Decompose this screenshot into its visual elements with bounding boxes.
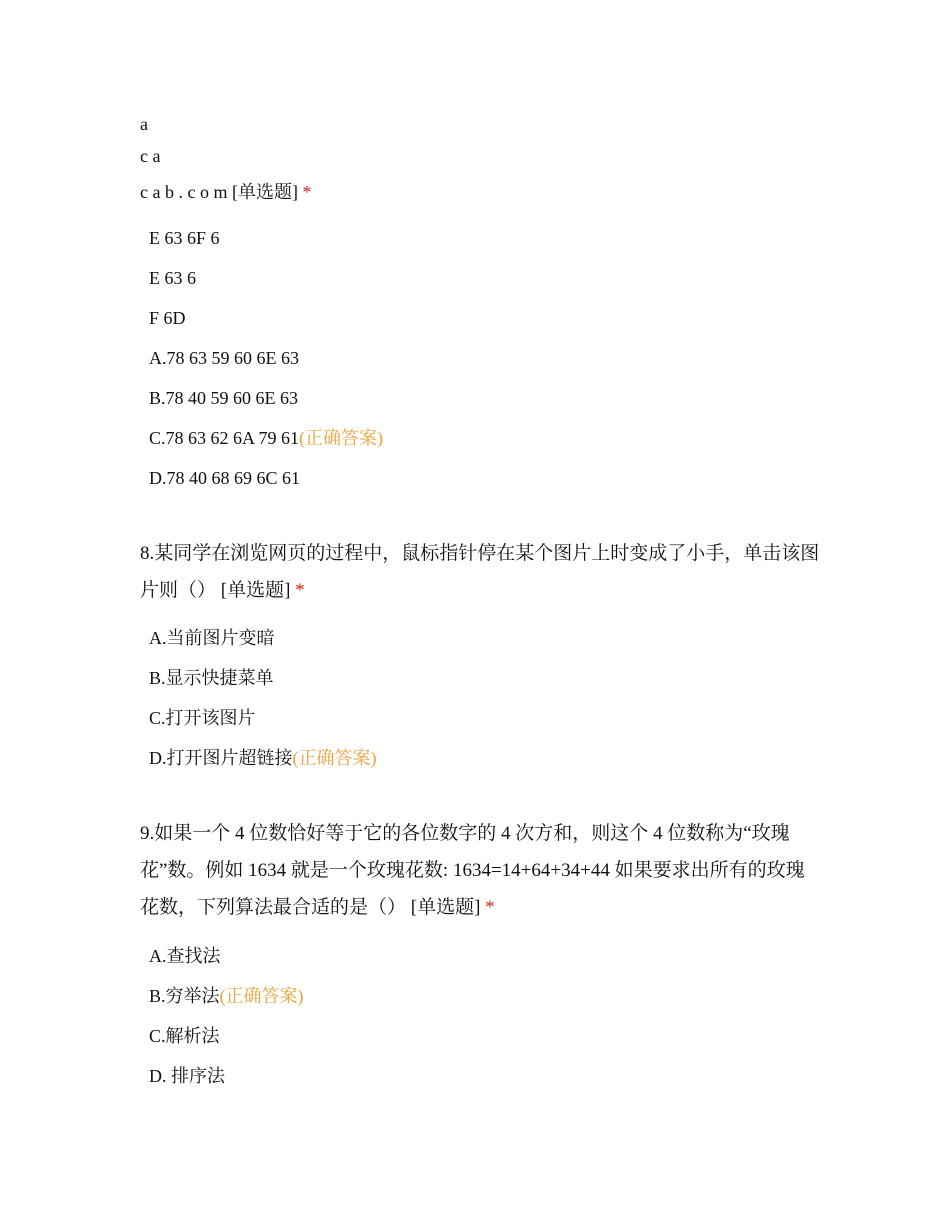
option-label: B.穷举法 xyxy=(149,986,220,1006)
required-mark: * xyxy=(302,182,312,202)
question-7-option[interactable]: F 6D xyxy=(149,308,186,328)
question-7-option[interactable]: A.78 63 59 60 6E 63 xyxy=(149,348,299,368)
question-8-title xyxy=(140,535,820,609)
question-7-option-correct[interactable] xyxy=(149,426,383,450)
option-label: D.打开图片超链接 xyxy=(149,748,293,768)
question-8-text: 8.某同学在浏览网页的过程中，鼠标指针停在某个图片上时变成了小手，单击该图片则（） xyxy=(140,543,820,601)
question-type-tag: [单选题] xyxy=(410,897,481,918)
prefix-line-2: c a xyxy=(140,146,161,166)
required-mark: * xyxy=(485,897,495,918)
question-9-option-correct[interactable] xyxy=(149,984,304,1008)
question-7-text: c a b . c o m xyxy=(140,182,228,202)
question-8-option-correct[interactable] xyxy=(149,746,377,770)
question-7-title xyxy=(140,180,311,204)
question-7-option[interactable]: E 63 6 xyxy=(149,268,196,288)
question-9-option[interactable]: C.解析法 xyxy=(149,1026,220,1046)
question-8-option[interactable]: B.显示快捷菜单 xyxy=(149,668,274,688)
question-8-option[interactable]: C.打开该图片 xyxy=(149,708,256,728)
prefix-line-1: a xyxy=(140,114,148,134)
question-8-option[interactable]: A.当前图片变暗 xyxy=(149,628,275,648)
question-7-option[interactable]: B.78 40 59 60 6E 63 xyxy=(149,388,299,408)
question-7-option[interactable]: E 63 6F 6 xyxy=(149,228,220,248)
question-7-option[interactable]: D.78 40 68 69 6C 61 xyxy=(149,468,301,488)
question-type-tag: [单选题] xyxy=(231,182,298,202)
option-label: C.78 63 62 6A 79 61 xyxy=(149,428,300,448)
correct-answer-note: (正确答案) xyxy=(299,428,384,448)
required-mark: * xyxy=(295,580,305,601)
correct-answer-note: (正确答案) xyxy=(292,748,377,768)
question-9-option[interactable]: A.查找法 xyxy=(149,946,221,966)
question-9-option[interactable]: D. 排序法 xyxy=(149,1066,225,1086)
question-9-text: 9.如果一个 4 位数恰好等于它的各位数字的 4 次方和，则这个 4 位数称为“玫瑰花”数。例如 1634 就是一个玫瑰花数: 1634=14+64+34+44 如果要求出所有的玫瑰花数，下列算法最合适的是（） xyxy=(140,823,805,918)
question-9-title xyxy=(140,815,820,926)
question-type-tag: [单选题] xyxy=(220,580,291,601)
correct-answer-note: (正确答案) xyxy=(219,986,304,1006)
